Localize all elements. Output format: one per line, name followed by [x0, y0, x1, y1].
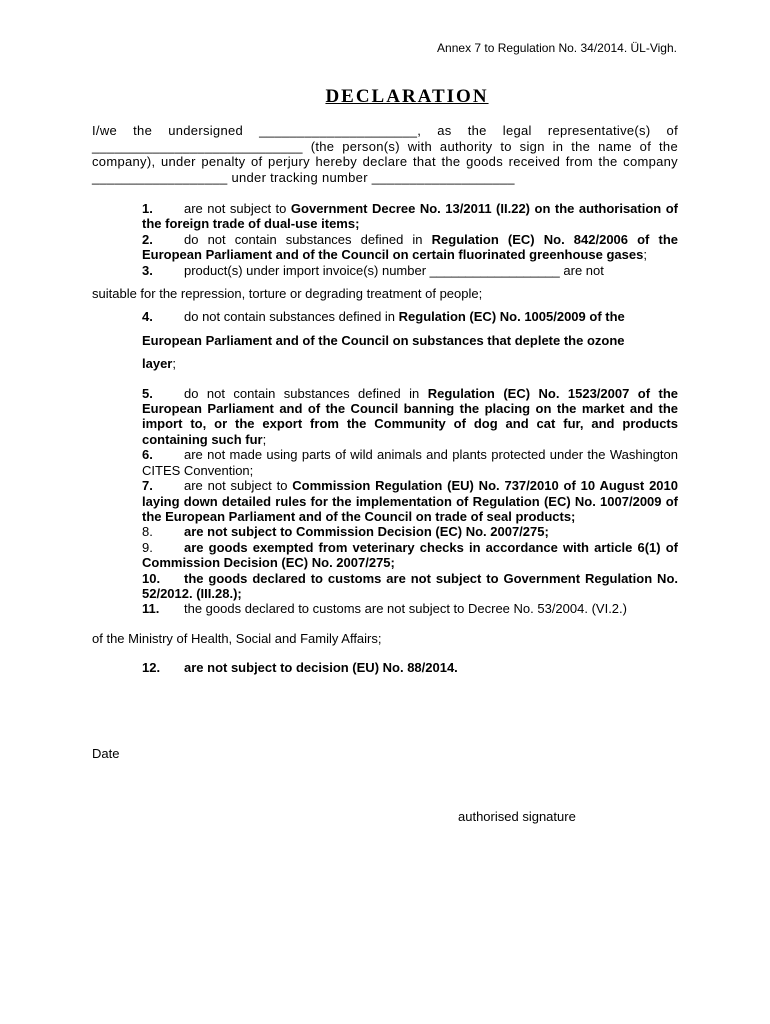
item-number: 8.	[142, 524, 153, 540]
annex-reference: Annex 7 to Regulation No. 34/2014. ÜL-Vigh.	[437, 41, 677, 55]
list-item-3	[142, 263, 678, 278]
declaration-items	[92, 201, 679, 676]
list-item-4	[142, 309, 678, 324]
item-number: 9.	[142, 539, 153, 555]
list-item-11-continuation: of the Ministry of Health, Social and Family Affairs;	[92, 630, 382, 646]
item-number: 10.	[142, 570, 161, 586]
list-item-3-continuation: suitable for the repression, torture or degrading treatment of people;	[92, 286, 483, 302]
item-number: 4.	[142, 309, 153, 325]
item-number: 11.	[142, 601, 160, 617]
item-text-end: ;	[262, 431, 267, 447]
item-number: 6.	[142, 447, 153, 463]
item-number: 2.	[142, 231, 153, 247]
item-number: 7.	[142, 478, 153, 494]
list-item-11	[142, 601, 678, 616]
item-number: 3.	[142, 262, 153, 278]
item-number: 1.	[142, 201, 153, 216]
list-item-4-continuation	[142, 333, 678, 348]
item-bold-text: Regulation (EC) No. 842/2006 of the European Parliament and of the Council on certain fluorinated greenhouse gases	[142, 231, 679, 263]
list-item-6	[142, 447, 678, 478]
list-item-7	[142, 478, 678, 524]
item-text: product(s) under import invoice(s) number __________________ are not	[184, 262, 604, 278]
list-item-9	[142, 540, 678, 571]
list-item-12	[142, 660, 678, 675]
list-item-4-continuation-2	[142, 356, 678, 371]
list-item-5	[142, 386, 678, 448]
signature-label: authorised signature	[458, 809, 576, 824]
item-number: 5.	[142, 385, 153, 401]
item-bold-text: are not subject to Commission Decision (EC) No. 2007/275;	[184, 524, 549, 540]
item-number: 12.	[142, 660, 161, 676]
item-bold-text: are not subject to decision (EU) No. 88/2014.	[184, 660, 458, 676]
item-text: do not contain substances defined in	[184, 231, 432, 247]
list-item-10	[142, 571, 678, 602]
title-text: DECLARATION	[325, 86, 489, 107]
item-text: are not subject to	[184, 201, 291, 216]
item-bold-text: the goods declared to customs are not subject to Government Regulation No. 52/2012. (III.28.);	[142, 570, 678, 601]
item-text: do not contain substances defined in	[184, 309, 399, 325]
item-text-end: ;	[172, 356, 176, 372]
item-text: are not made using parts of wild animals and plants protected under the Washington CITES Convention;	[142, 447, 678, 478]
item-text: the goods declared to customs are not subject to Decree No. 53/2004. (VI.2.)	[184, 601, 627, 617]
document-title	[0, 86, 770, 108]
list-item-8	[142, 524, 678, 539]
item-bold-text: are goods exempted from veterinary checks in accordance with article 6(1) of Commission Decision (EC) No. 2007/275;	[142, 539, 678, 571]
intro-paragraph: I/we the undersigned _____________________, as the legal representative(s) of ____________________________ (the person(s) with authority to sign in the name of the company), under penalty of perjury hereby declare that the goods received from the company __________________ under tracking number ___________________	[92, 123, 678, 185]
item-text-end: ;	[643, 247, 647, 263]
list-item-1	[142, 201, 678, 232]
item-bold-text: Regulation (EC) No. 1005/2009 of the	[398, 309, 625, 325]
item-bold-text: European Parliament and of the Council on substances that deplete the ozone	[142, 332, 625, 348]
item-bold-text: Government Decree No. 13/2011 (II.22) on the authorisation of the foreign trade of dual-use items;	[142, 201, 679, 232]
date-label: Date	[92, 746, 120, 761]
item-bold-text: Commission Regulation (EU) No. 737/2010 of 10 August 2010 laying down detailed rules for the implementation of Regulation (EC) No. 1007/2009 of the European Parliament and of the Council on trade of seal products;	[142, 478, 678, 524]
item-text: do not contain substances defined in	[184, 385, 428, 401]
item-bold-text: layer	[142, 356, 173, 372]
item-text: are not subject to	[184, 478, 293, 494]
item-bold-text: Regulation (EC) No. 1523/2007 of the European Parliament and of the Council banning the placing on the market and the import to, or the export from the Community of dog and cat fur, and products containing such fur	[142, 385, 679, 447]
list-item-2	[142, 232, 678, 263]
